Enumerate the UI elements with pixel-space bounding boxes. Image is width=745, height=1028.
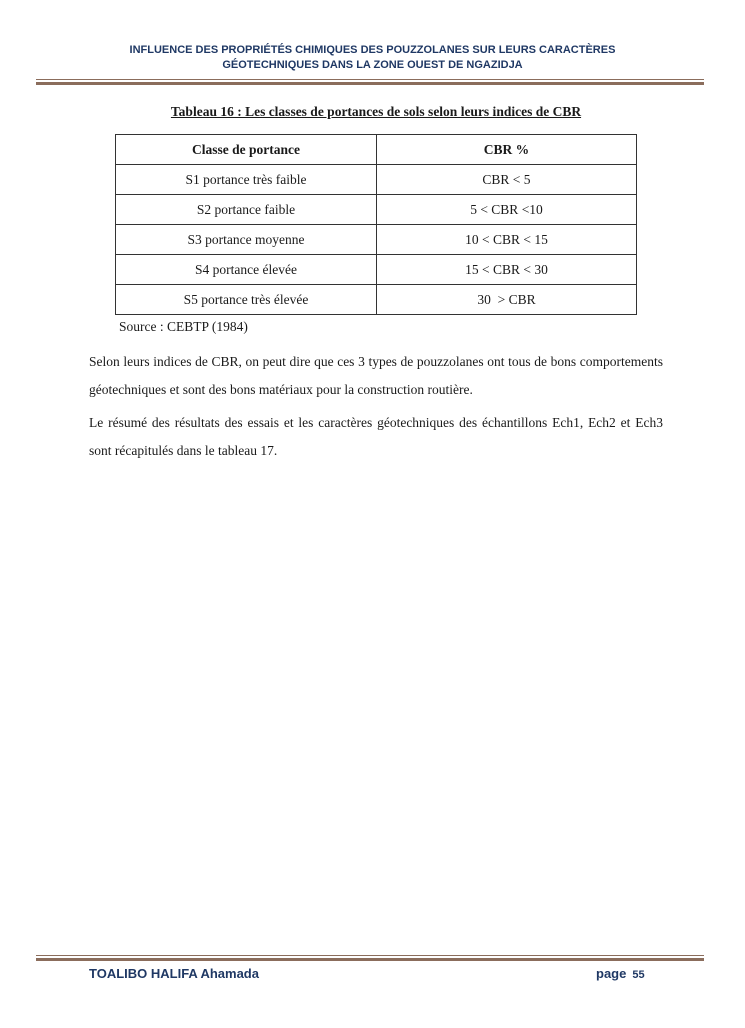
table-source: Source : CEBTP (1984) [119, 319, 248, 334]
footer-author: TOALIBO HALIFA Ahamada [89, 966, 259, 981]
table-row [116, 285, 637, 315]
cell-classe: S1 portance très faible [116, 165, 377, 195]
footer-rule-thick [36, 958, 704, 961]
table-caption: Tableau 16 : Les classes de portances de sols selon leurs indices de CBR [170, 104, 582, 119]
column-header-classe: Classe de portance [116, 135, 377, 165]
page-label: page [596, 966, 627, 981]
table-row [116, 165, 637, 195]
paragraph-2: Le résumé des résultats des essais et les caractères géotechniques des échantillons Ech1, Ech2 et Ech3 sont récapitulés dans le tableau 17. [89, 415, 663, 458]
cell-classe: S5 portance très élevée [116, 285, 377, 315]
cell-cbr: 15 < CBR < 30 [377, 255, 637, 285]
table-row [116, 225, 637, 255]
header-rule-thin [36, 79, 704, 80]
cell-classe: S4 portance élevée [116, 255, 377, 285]
column-header-cbr: CBR % [377, 135, 637, 165]
table-row [116, 255, 637, 285]
cell-classe: S2 portance faible [116, 195, 377, 225]
header-rule-thick [36, 82, 704, 85]
footer-rule-thin [36, 955, 704, 956]
paragraph-1: Selon leurs indices de CBR, on peut dire que ces 3 types de pouzzolanes ont tous de bons comportements géotechniques et sont des bons matériaux pour la construction routière. [89, 354, 663, 397]
table-header-row [116, 135, 637, 165]
cell-cbr: 10 < CBR < 15 [377, 225, 637, 255]
cell-cbr: CBR < 5 [377, 165, 637, 195]
page-number: 55 [632, 969, 645, 981]
cell-cbr: 5 < CBR <10 [377, 195, 637, 225]
cell-cbr: 30 > CBR [377, 285, 637, 315]
footer-page [596, 966, 645, 981]
table-row [116, 195, 637, 225]
cell-classe: S3 portance moyenne [116, 225, 377, 255]
header-line-1: INFLUENCE DES PROPRIÉTÉS CHIMIQUES DES POUZZOLANES SUR LEURS CARACTÈRES [129, 44, 616, 56]
cbr-table [115, 134, 637, 315]
running-header [60, 43, 685, 73]
header-line-2: GÉOTECHNIQUES DANS LA ZONE OUEST DE NGAZIDJA [222, 59, 523, 71]
